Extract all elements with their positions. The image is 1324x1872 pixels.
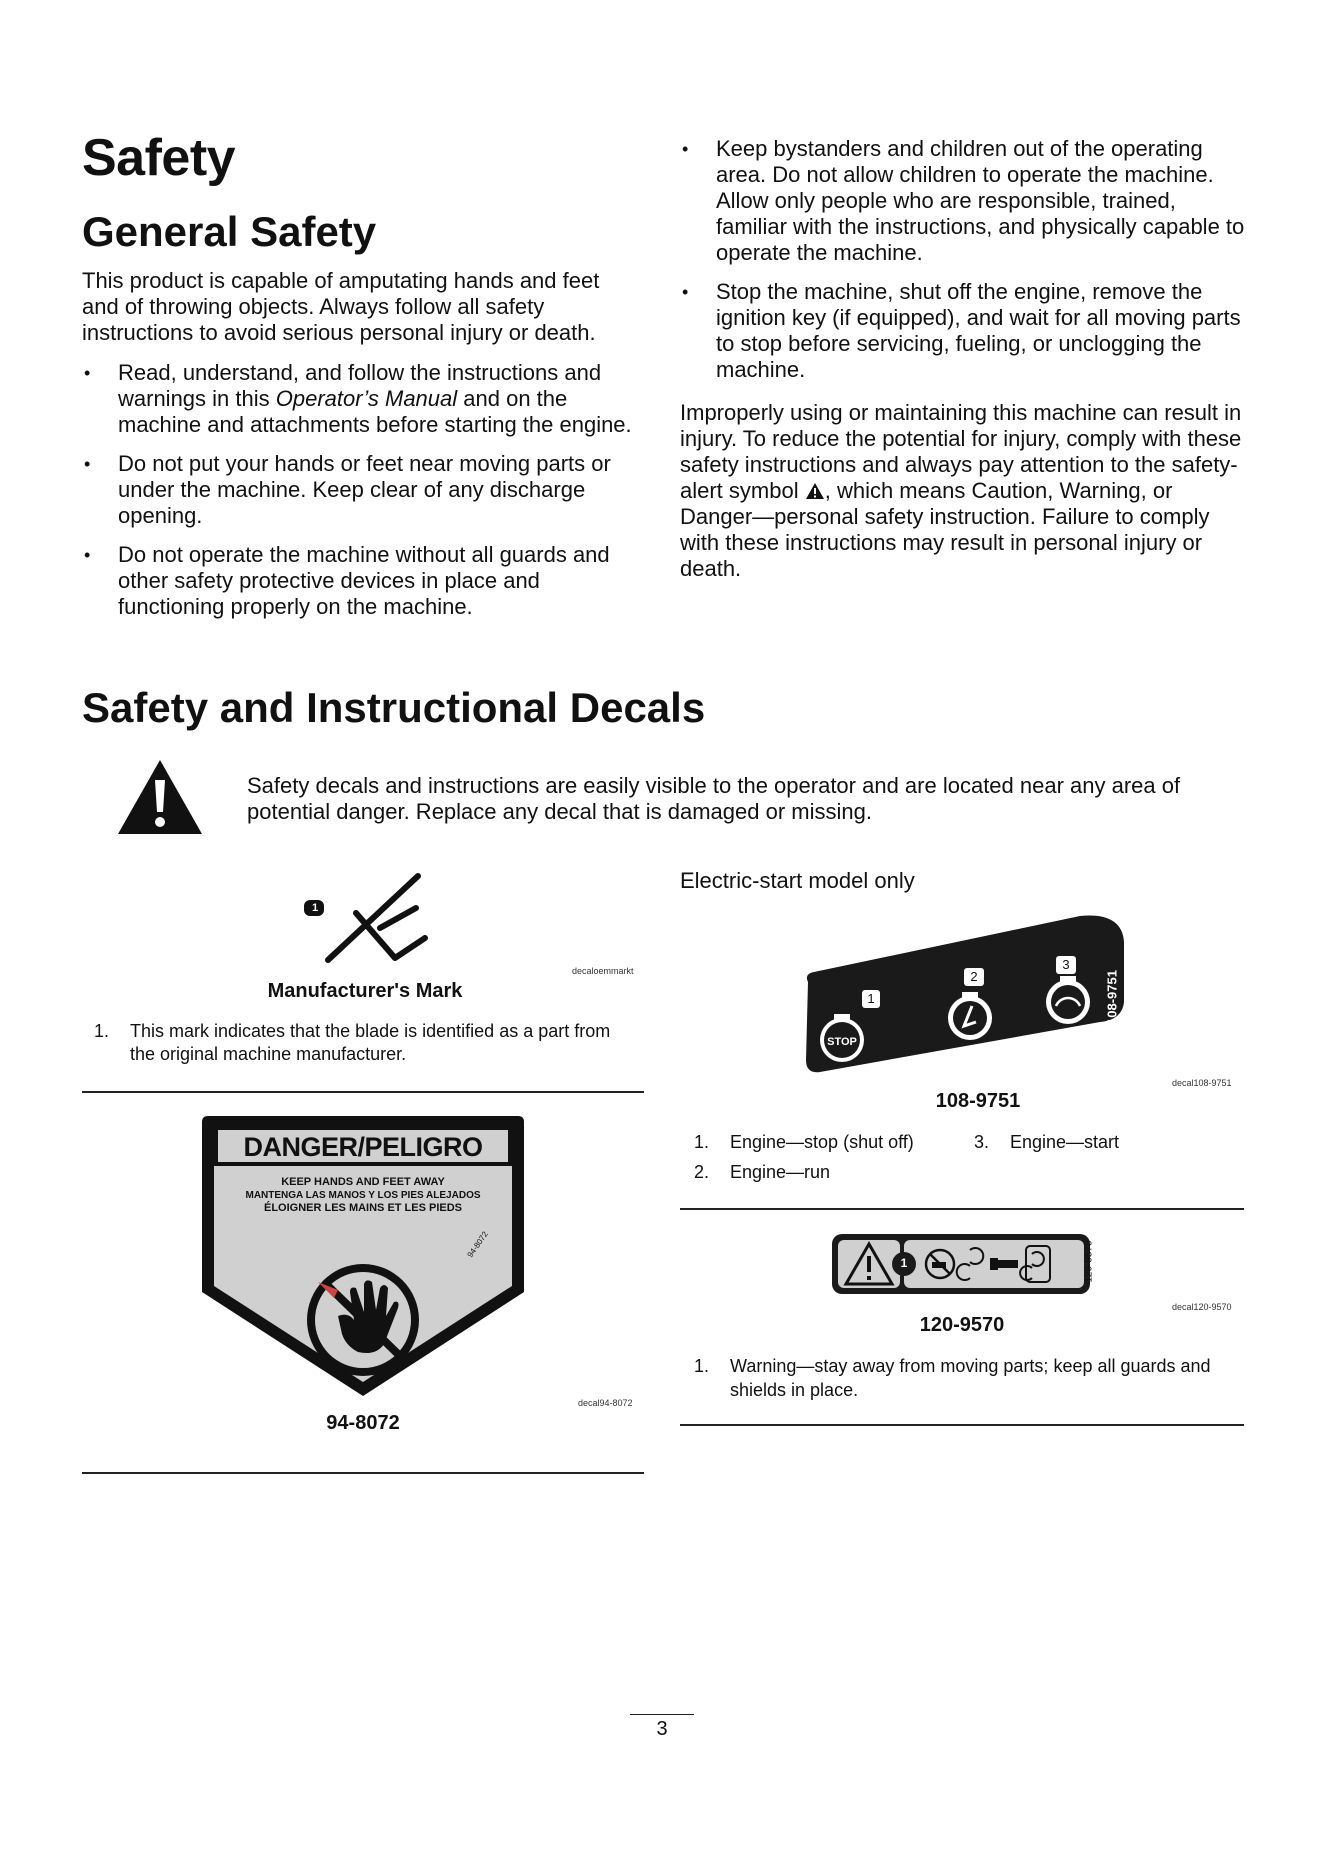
danger-line-es: MANTENGA LAS MANOS Y LOS PIES ALEJADOS — [245, 1190, 481, 1201]
section-heading-general-safety: General Safety — [82, 208, 377, 255]
section-heading-decals: Safety and Instructional Decals — [82, 684, 706, 731]
item-number: 1. — [694, 1356, 710, 1376]
decal-item-list — [694, 1130, 1254, 1184]
divider — [680, 1208, 1244, 1210]
divider — [680, 1424, 1244, 1426]
decal-item-list — [94, 1020, 634, 1066]
bullet-text: and on the machine and attachments before starting the engine. — [118, 386, 632, 437]
divider — [82, 1472, 644, 1474]
list-row — [694, 1130, 1254, 1154]
item-text: Engine—start — [1010, 1132, 1120, 1152]
manufacturers-mark-graphic — [300, 868, 430, 973]
decal-intro-paragraph: Safety decals and instructions are easily visible to the operator and are located near any area of potential danger. Replace any decal that is damaged or missing. — [247, 773, 1181, 824]
callout-number: 2 — [970, 969, 978, 984]
item-number: 2. — [694, 1162, 710, 1182]
safety-alert-paragraph — [680, 400, 1250, 582]
danger-line-fr: ÉLOIGNER LES MAINS ET LES PIEDS — [263, 1202, 463, 1214]
electric-start-heading: Electric-start model only — [680, 868, 915, 893]
decal-title-108-9751: 108-9751 — [935, 1090, 1021, 1112]
decal-108-9751 — [800, 912, 1128, 1079]
bullet-stop-machine: • Stop the machine, shut off the engine, remove the ignition key (if equipped), and wait for all moving parts to stop before servicing, fueling, or unclogging the machine. — [680, 279, 1250, 383]
decal-item-list — [694, 1354, 1254, 1402]
paragraph-text: Improperly using or maintaining this machine can result in injury. To reduce the potential for injury, comply with these safety instructions and always pay attention to the safety-alert symbol — [680, 400, 1242, 503]
item-text: Engine—stop (shut off) — [730, 1132, 914, 1152]
decal-side-number: 108-9751 — [1104, 970, 1120, 1025]
decal-code: decal120-9570 — [1172, 1302, 1232, 1312]
decal-code: decal108-9751 — [1172, 1078, 1232, 1088]
list-item — [94, 1020, 634, 1066]
item-number: 3. — [974, 1132, 990, 1152]
callout-number: 1 — [900, 1256, 908, 1270]
danger-headline: DANGER/PELIGRO — [243, 1132, 483, 1162]
decal-side-number: 94-8072 — [465, 1229, 490, 1260]
stop-label: STOP — [827, 1036, 857, 1048]
danger-message — [212, 1176, 514, 1215]
item-text: Warning—stay away from moving parts; keep all guards and shields in place. — [730, 1356, 1211, 1400]
page-number-rule — [630, 1714, 694, 1715]
left-bullet-list — [82, 360, 652, 633]
bullet-guards: • Do not operate the machine without all guards and other safety protective devices in place and functioning properly on the machine. — [82, 542, 652, 620]
warning-triangle-icon — [116, 758, 204, 841]
manual-title: Operator’s Manual — [275, 386, 458, 411]
item-number: 1. — [94, 1021, 110, 1041]
bullet-bystanders: • Keep bystanders and children out of the operating area. Do not allow children to operate the machine. Allow only people who are responsible, trained, familiar with the instructions, and physically capable to operate the machine. — [680, 136, 1250, 266]
bullet-read-manual — [82, 360, 652, 438]
danger-line-en: KEEP HANDS AND FEET AWAY — [281, 1176, 445, 1188]
callout-number: 1 — [867, 991, 875, 1006]
list-row — [694, 1160, 1254, 1184]
bullet-text: Read, understand, and follow the instructions and warnings in this — [118, 360, 602, 411]
page-title: Safety — [82, 129, 236, 187]
item-number: 1. — [694, 1132, 710, 1152]
decal-code: decal94-8072 — [578, 1398, 633, 1408]
item-text: This mark indicates that the blade is identified as a part from the original machine manufacturer. — [130, 1021, 611, 1064]
decal-120-9570 — [830, 1232, 1092, 1301]
decal-title-manufacturers-mark: Manufacturer's Mark — [267, 980, 463, 1002]
item-text: Engine—run — [730, 1162, 831, 1182]
decal-title-94-8072: 94-8072 — [326, 1412, 400, 1434]
decal-title-120-9570: 120-9570 — [919, 1314, 1005, 1336]
bullet-hands-feet: • Do not put your hands or feet near moving parts or under the machine. Keep clear of any discharge opening. — [82, 451, 652, 529]
decal-side-number: 120-9570 — [1083, 1240, 1095, 1283]
right-bullet-list — [680, 136, 1250, 396]
decal-code: decaloemmarkt — [572, 966, 634, 976]
callout-number: 1 — [311, 902, 319, 914]
safety-alert-icon — [805, 478, 825, 503]
callout-number: 3 — [1062, 957, 1070, 972]
paragraph-text: , which means Caution, Warning, or Danger—personal safety instruction. Failure to comply with these instructions may result in personal injury or death. — [680, 478, 1210, 581]
page-number: 3 — [656, 1718, 668, 1740]
list-item — [694, 1354, 1254, 1402]
divider — [82, 1091, 644, 1093]
intro-paragraph: This product is capable of amputating hands and feet and of throwing objects. Always follow all safety instructions to avoid serious personal injury or death. — [82, 268, 600, 345]
